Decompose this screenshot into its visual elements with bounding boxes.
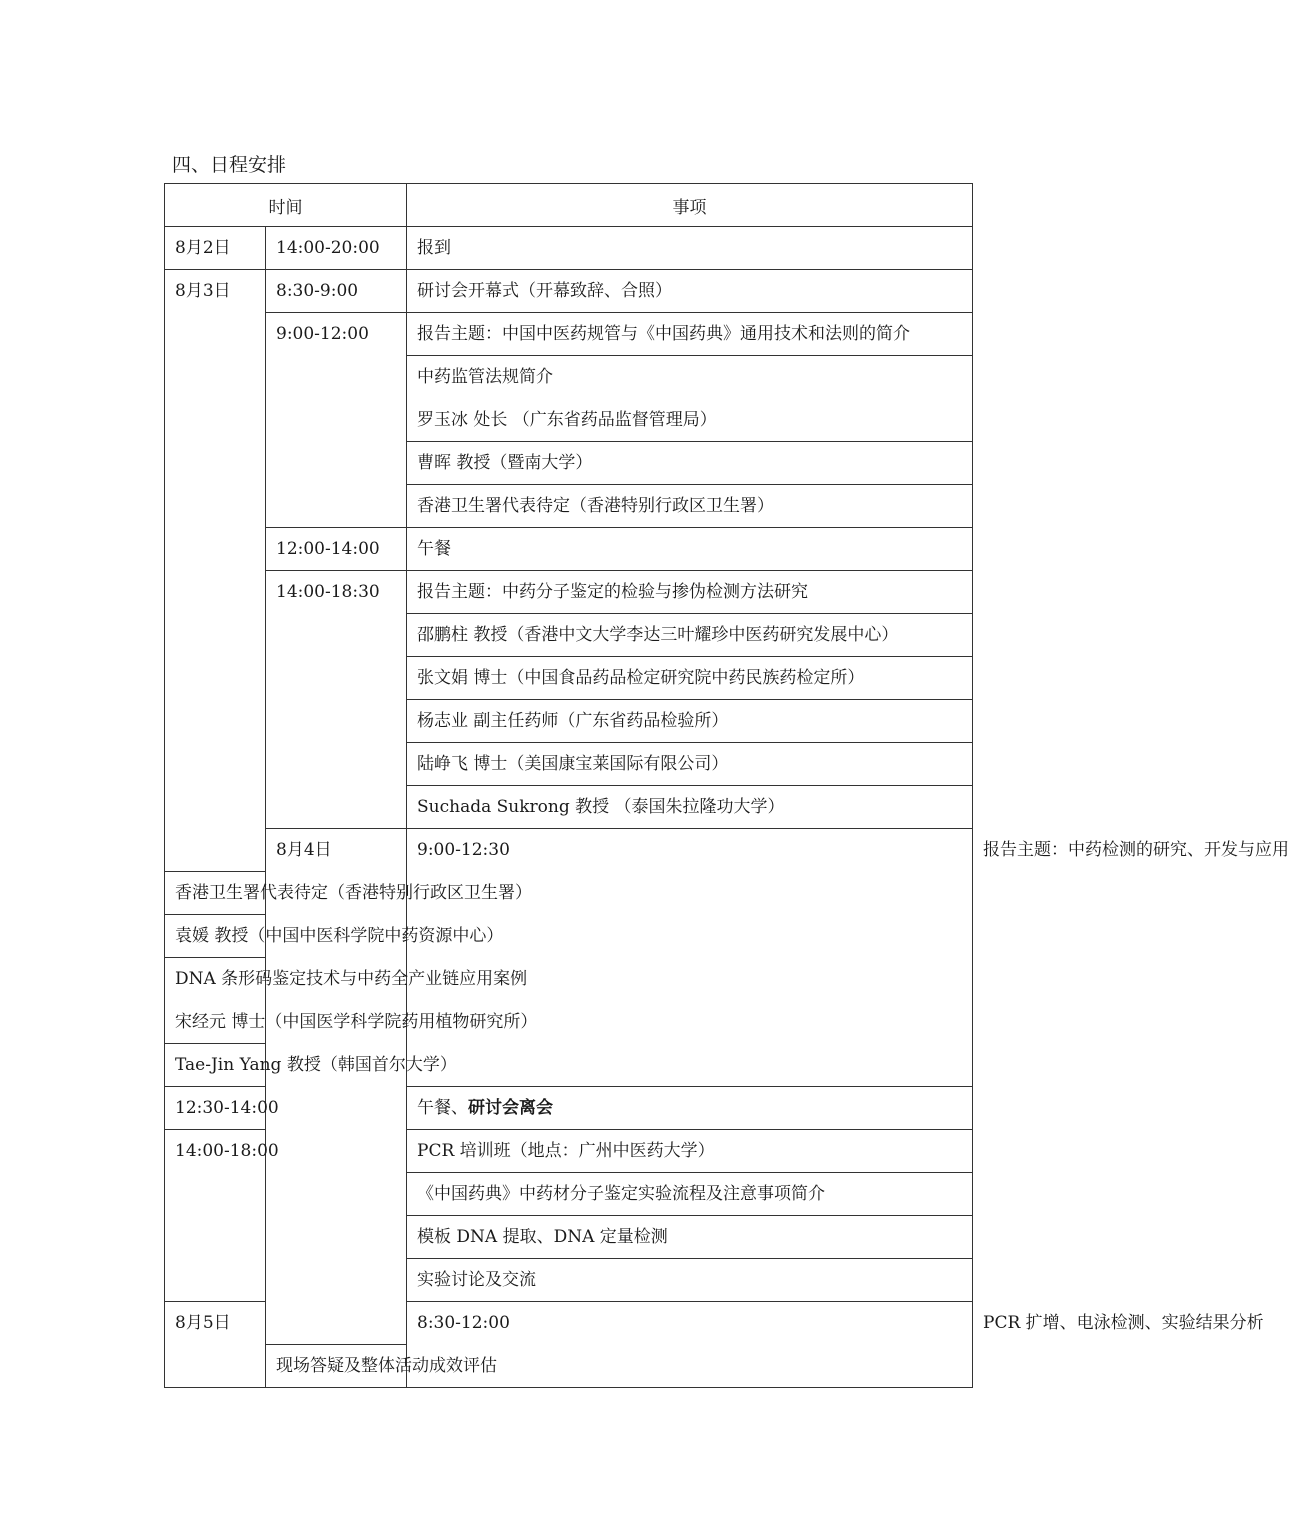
- time-text: 14:00-18:00: [175, 1141, 279, 1161]
- item-bold-text: 研讨会离会: [468, 1098, 553, 1118]
- item-cell: [266, 1345, 497, 1388]
- time-text: 14:00-18:30: [276, 582, 380, 602]
- item-text: 香港卫生署代表待定（香港特别行政区卫生署）: [175, 883, 532, 903]
- time-text: 12:30-14:00: [175, 1098, 279, 1118]
- item-cell: [407, 270, 973, 313]
- date-cell: [165, 270, 266, 872]
- time-cell: [266, 227, 407, 270]
- item-text: 研讨会开幕式（开幕致辞、合照）: [417, 281, 672, 301]
- item-text: 张文娟 博士（中国食品药品检定研究院中药民族药检定所）: [417, 668, 865, 688]
- item-text-second-line: 宋经元 博士（中国医学科学院药用植物研究所）: [175, 1012, 538, 1032]
- time-text: 8:30-9:00: [276, 281, 359, 301]
- schedule-table: [164, 183, 1289, 1388]
- item-cell: [165, 958, 538, 1044]
- item-text: 中药监管法规简介: [417, 367, 553, 387]
- date-cell: [165, 227, 266, 270]
- date-cell: [266, 829, 407, 1345]
- item-text: 《中国药典》中药材分子鉴定实验流程及注意事项简介: [417, 1184, 825, 1204]
- item-text: 邵鹏柱 教授（香港中文大学李达三叶耀珍中医药研究发展中心）: [417, 625, 899, 645]
- item-cell: [407, 485, 973, 528]
- item-cell: [407, 571, 973, 614]
- item-cell: [407, 1130, 973, 1173]
- time-cell: [407, 829, 973, 1087]
- item-cell: [165, 1044, 457, 1087]
- item-text: 报告主题：中药检测的研究、开发与应用: [983, 840, 1289, 860]
- item-text: PCR 扩增、电泳检测、实验结果分析: [983, 1313, 1264, 1333]
- time-text: 8:30-12:00: [417, 1313, 510, 1333]
- table-row: [165, 227, 973, 270]
- header-time: 时间: [165, 184, 407, 227]
- item-cell: [407, 442, 973, 485]
- time-cell: [266, 313, 407, 528]
- time-text: 12:00-14:00: [276, 539, 380, 559]
- item-cell: [407, 614, 973, 657]
- table-row: [165, 571, 973, 614]
- item-cell: [407, 700, 973, 743]
- date-cell: [165, 1302, 266, 1388]
- item-text: 现场答疑及整体活动成效评估: [276, 1356, 497, 1376]
- item-cell: [407, 657, 973, 700]
- time-cell: [266, 571, 407, 829]
- schedule-body: [165, 227, 1289, 1388]
- item-text: DNA 条形码鉴定技术与中药全产业链应用案例: [175, 969, 528, 989]
- item-text: 陆峥飞 博士（美国康宝莱国际有限公司）: [417, 754, 729, 774]
- item-cell: [165, 915, 504, 958]
- time-text: 14:00-20:00: [276, 238, 380, 258]
- date-text: 8月2日: [175, 238, 231, 258]
- item-text: 报告主题：中药分子鉴定的检验与掺伪检测方法研究: [417, 582, 808, 602]
- table-row: [165, 270, 973, 313]
- item-cell: [407, 743, 973, 786]
- item-text: 午餐: [417, 539, 451, 559]
- time-cell: [266, 528, 407, 571]
- time-cell: [266, 270, 407, 313]
- date-text: 8月3日: [175, 281, 231, 301]
- time-cell: [165, 1087, 279, 1130]
- item-cell: [407, 1216, 973, 1259]
- item-text: 午餐、: [417, 1098, 468, 1118]
- time-cell: [165, 1130, 279, 1302]
- item-cell: [407, 1087, 973, 1130]
- date-text: 8月4日: [276, 840, 332, 860]
- table-row: [165, 313, 973, 356]
- time-text: 9:00-12:00: [276, 324, 369, 344]
- header-item: 事项: [407, 184, 973, 227]
- item-text: 袁媛 教授（中国中医科学院中药资源中心）: [175, 926, 504, 946]
- date-text: 8月5日: [175, 1313, 231, 1333]
- table-row: [165, 829, 973, 872]
- item-text: 模板 DNA 提取、DNA 定量检测: [417, 1227, 668, 1247]
- item-cell: [407, 528, 973, 571]
- item-cell: [407, 1259, 973, 1302]
- table-row: [165, 528, 973, 571]
- item-cell: [407, 786, 973, 829]
- item-text: Suchada Sukrong 教授 （泰国朱拉隆功大学）: [417, 797, 785, 817]
- item-cell: [407, 1173, 973, 1216]
- item-text: 报告主题：中国中医药规管与《中国药典》通用技术和法则的简介: [417, 324, 910, 344]
- table-header-row: [165, 184, 973, 227]
- item-text: 香港卫生署代表待定（香港特别行政区卫生署）: [417, 496, 774, 516]
- item-text-second-line: 罗玉冰 处长 （广东省药品监督管理局）: [417, 410, 717, 430]
- item-cell: [407, 227, 973, 270]
- item-text: 曹晖 教授（暨南大学）: [417, 453, 593, 473]
- item-text: 杨志业 副主任药师（广东省药品检验所）: [417, 711, 729, 731]
- section-heading: 四、日程安排: [172, 154, 287, 176]
- item-cell: [407, 356, 973, 442]
- item-text: 实验讨论及交流: [417, 1270, 536, 1290]
- item-text: 报到: [417, 238, 451, 258]
- item-text: PCR 培训班（地点：广州中医药大学）: [417, 1141, 715, 1161]
- item-cell: [407, 313, 973, 356]
- item-text: Tae-Jin Yang 教授（韩国首尔大学）: [175, 1055, 457, 1075]
- item-cell: [165, 872, 532, 915]
- time-text: 9:00-12:30: [417, 840, 510, 860]
